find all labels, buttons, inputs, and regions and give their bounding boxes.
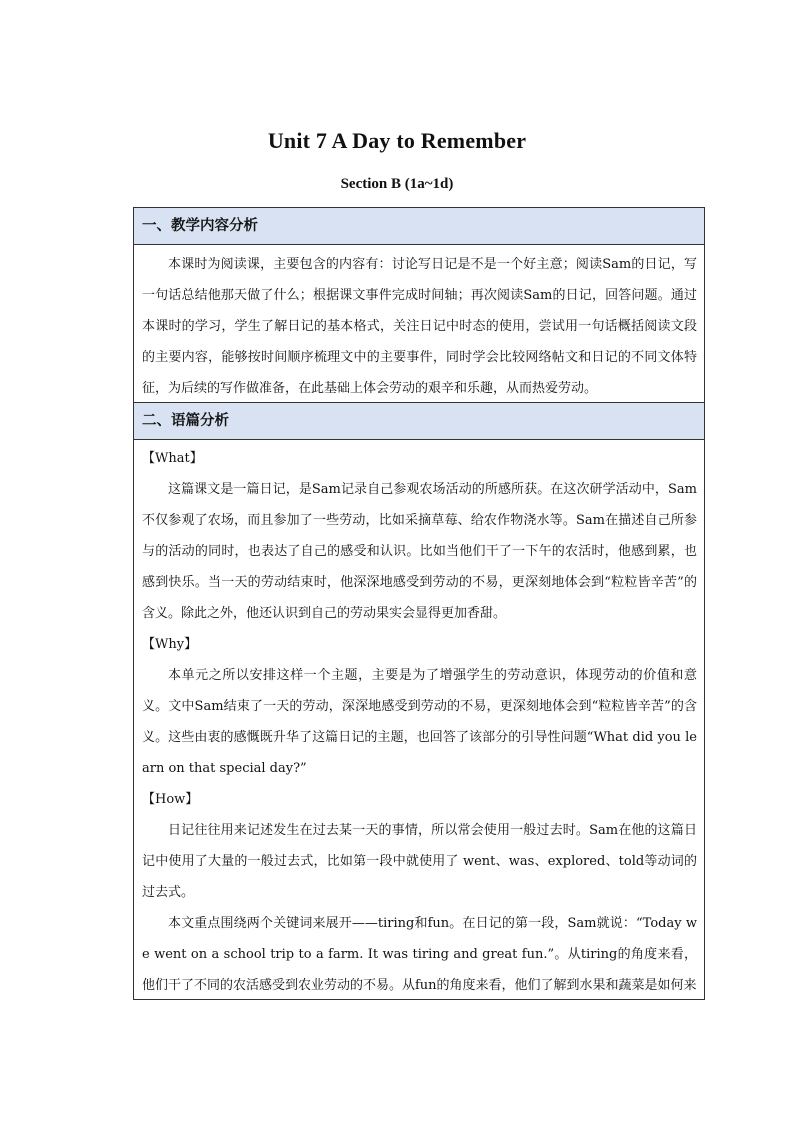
section-body-content-analysis	[134, 245, 704, 403]
why-tag: 【Why】	[142, 637, 198, 652]
why-paragraph: 本单元之所以安排这样一个主题，主要是为了增强学生的劳动意识，体现劳动的价值和意义。文中Sam结束了一天的劳动，深深地感受到劳动的不易，更深刻地体会到“粒粒皆辛苦”的含义。这些由衷的感慨既升华了这篇日记的主题，也回答了该部分的引导性问题“What did you learn on that special day?”	[142, 668, 697, 776]
body-paragraph: 本课时为阅读课，主要包含的内容有：讨论写日记是不是一个好主意；阅读Sam的日记，写一句话总结他那天做了什么；根据课文事件完成时间轴；再次阅读Sam的日记，回答问题。通过本课时的学习，学生了解日记的基本格式，关注日记中时态的使用，尝试用一句话概括阅读文段的主要内容，能够按时间顺序梳理文中的主要事件，同时学会比较网络帖文和日记的不同文体特征，为后续的写作做准备，在此基础上体会劳动的艰辛和乐趣，从而热爱劳动。	[142, 257, 697, 396]
section-heading-text-analysis: 二、语篇分析	[134, 403, 704, 440]
how-paragraph-1: 日记往往用来记述发生在过去某一天的事情，所以常会使用一般过去时。Sam在他的这篇日记中使用了大量的一般过去式，比如第一段中就使用了 went、was、explored、told等动词的过去式。	[142, 823, 697, 900]
page-subtitle: Section B (1a~1d)	[340, 176, 454, 192]
page-title: Unit 7 A Day to Remember	[267, 128, 527, 153]
how-paragraph-2: 本文重点围绕两个关键词来展开——tiring和fun。在日记的第一段，Sam就说：“Today we went on a school trip to a farm. It was tiring and great fun.”。从tiring的角度来看，他们干了不同的农活感受到农业劳动的不易。从fun的角度来看，他们了解到水果和蔬菜是如何来	[142, 916, 697, 993]
lesson-analysis-table	[133, 207, 705, 1000]
what-tag: 【What】	[142, 451, 203, 466]
how-tag: 【How】	[142, 792, 199, 807]
section-heading-content-analysis: 一、教学内容分析	[134, 208, 704, 245]
section-body-text-analysis	[134, 440, 704, 1000]
what-paragraph: 这篇课文是一篇日记，是Sam记录自己参观农场活动的所感所获。在这次研学活动中，Sam不仅参观了农场，而且参加了一些劳动，比如采摘草莓、给农作物浇水等。Sam在描述自己所参与的活动的同时，也表达了自己的感受和认识。比如当他们干了一下午的农活时，他感到累，也感到快乐。当一天的劳动结束时，他深深地感受到劳动的不易，更深刻地体会到“粒粒皆辛苦”的含义。除此之外，他还认识到自己的劳动果实会显得更加香甜。	[142, 482, 697, 621]
